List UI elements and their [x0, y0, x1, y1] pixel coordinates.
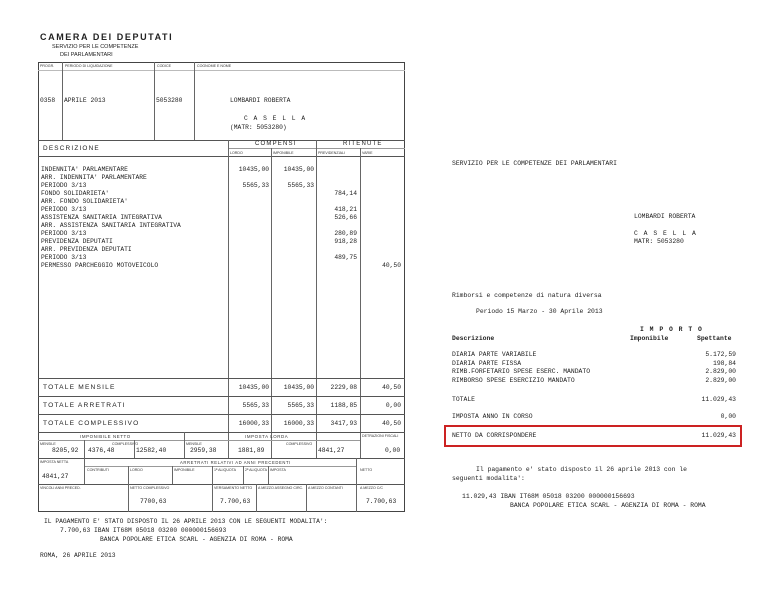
right-pagamento-1: Il pagamento e' stato disposto il 26 aprile 2013 con le — [476, 466, 687, 473]
right-item-value: 198,84 — [712, 359, 736, 367]
right-matr: MATR: 5053280 — [634, 238, 684, 245]
row-description: ARR. ASSISTENZA SANITARIA INTEGRATIVA — [41, 222, 181, 229]
label-assegno: A MEZZO ASSEGNO CIRC. — [258, 486, 304, 490]
label-vincoli: VINCOLI ANNI PRECED. — [40, 486, 81, 490]
label-prog: PROGR. — [40, 64, 55, 68]
header-descrizione: DESCRIZIONE — [43, 145, 100, 152]
v-imposta-mensile: 2959,38 — [190, 447, 217, 454]
right-netto-value: 11.029,43 — [701, 432, 736, 439]
v-cc: 7.700,63 — [366, 498, 397, 505]
v-imposta-mensile-2: 1881,89 — [238, 447, 265, 454]
right-periodo: Periodo 15 Marzo - 30 Aprile 2013 — [476, 308, 603, 315]
label-netto: NETTO — [360, 468, 373, 472]
row-description: INDENNITA' PARLAMENTARE — [41, 166, 128, 173]
right-col-descrizione: Descrizione — [452, 335, 495, 342]
value-casella: C A S E L L A — [244, 115, 307, 122]
row-previdenziali: 526,66 — [334, 214, 357, 221]
header-compensi: COMPENSI — [255, 141, 297, 147]
label-imposta-netta: IMPOSTA NETTA — [40, 460, 69, 464]
label-imposta-arr: IMPOSTA — [270, 468, 286, 472]
label-arretrati: ARRETRATI RELATIVI AD ANNI PRECEDENTI — [180, 460, 291, 465]
label-periodo: PERIODO DI LIQUIDAZIONE — [65, 64, 113, 68]
right-iban: 11.029,43 IBAN IT68M 05018 03200 000000156693 — [462, 493, 635, 500]
total-label: TOTALE ARRETRATI — [43, 402, 126, 409]
right-item-value: 2.829,00 — [705, 376, 736, 384]
label-netto-complessivo: NETTO COMPLESSIVO — [130, 486, 170, 490]
row-description: FONDO SOLIDARIETA' — [41, 190, 110, 197]
right-rimborsi: Rimborsi e competenze di natura diversa — [452, 292, 602, 299]
label-imposta-lorda: IMPOSTA LORDA — [245, 434, 289, 439]
row-imponibile: 10435,00 — [283, 166, 314, 173]
right-item-label: RIMBORSO SPESE ESERCIZIO MANDATO — [452, 376, 575, 384]
total-varie: 0,00 — [385, 402, 401, 409]
row-lordo: 10435,00 — [238, 166, 269, 173]
label-lordo-arr: LORDO — [130, 468, 143, 472]
right-item-label: DIARIA PARTE VARIABILE — [452, 351, 537, 358]
row-description: ARR. FONDO SOLIDARIETA' — [41, 198, 128, 205]
row-previdenziali: 418,21 — [334, 206, 357, 213]
left-payment-line1: IL PAGAMENTO E' STATO DISPOSTO IL 26 APRILE 2013 CON LE SEGUENTI MODALITA': — [44, 518, 328, 525]
right-col-imponibile: Imponibile — [630, 335, 669, 342]
label-cc: A MEZZO C/C — [360, 486, 383, 490]
label-versamento: VERSAMENTO NETTO — [214, 486, 253, 490]
value-codice: 5053280 — [156, 97, 183, 104]
row-description: PERIODO 3/13 — [41, 182, 87, 189]
total-previdenziali: 3417,93 — [330, 420, 357, 427]
label-aliquota-2: 2ª ALIQUOTA — [245, 468, 268, 472]
row-previdenziali: 918,28 — [334, 238, 357, 245]
total-lordo: 5565,33 — [242, 402, 269, 409]
row-description: PERMESSO PARCHEGGIO MOTOVEICOLO — [41, 262, 159, 269]
label-cognome: COGNOME E NOME — [197, 64, 232, 68]
v-complessivo: 12582,40 — [136, 447, 167, 454]
left-subtitle-1: SERVIZIO PER LE COMPETENZE — [52, 44, 139, 50]
payslip-frame — [38, 62, 405, 512]
total-imponibile: 10435,00 — [283, 384, 314, 391]
value-name: LOMBARDI ROBERTA — [230, 97, 291, 104]
total-lordo: 10435,00 — [238, 384, 269, 391]
left-subtitle-2: DEI PARLAMENTARI — [60, 52, 113, 58]
right-totale-value: 11.029,43 — [701, 396, 736, 403]
left-title: CAMERA DEI DEPUTATI — [40, 32, 174, 42]
right-item-label: RIMB.FORFETARIO SPESE ESERC. MANDATO — [452, 368, 591, 375]
label-contanti: A MEZZO CONTANTI — [308, 486, 343, 490]
right-imposta-value: 0,00 — [720, 413, 736, 420]
total-lordo: 16000,33 — [238, 420, 269, 427]
total-varie: 40,50 — [382, 384, 401, 391]
left-payment-line3: BANCA POPOLARE ETICA SCARL - AGENZIA DI ROMA - ROMA — [100, 536, 293, 543]
row-description: PERIODO 3/13 — [41, 254, 87, 261]
value-prog: 0358 — [40, 97, 56, 104]
row-description: PERIODO 3/13 — [41, 206, 87, 213]
label-complessivo-1: COMPLESSIVO — [112, 442, 139, 446]
right-totale-label: TOTALE — [452, 396, 476, 403]
value-periodo: APRILE 2013 — [64, 97, 106, 104]
right-banca: BANCA POPOLARE ETICA SCARL - AGENZIA DI ROMA - ROMA — [510, 502, 706, 509]
row-imponibile: 5565,33 — [287, 182, 314, 189]
right-netto-label: NETTO DA CORRISPONDERE — [452, 432, 537, 439]
right-pagamento-2: seguenti modalita': — [452, 475, 525, 482]
right-item-label: DIARIA PARTE FISSA — [452, 359, 522, 367]
v-complessivo-short: 4376,48 — [88, 447, 115, 454]
right-casella: C A S E L L A — [634, 230, 697, 237]
right-importo: I M P O R T O — [640, 326, 703, 333]
header-varie: VARIE — [362, 151, 373, 155]
row-description: PREVIDENZA DEPUTATI — [41, 238, 113, 245]
header-imponibile: IMPONIBILE — [273, 151, 294, 155]
total-label: TOTALE COMPLESSIVO — [43, 420, 140, 427]
right-title: SERVIZIO PER LE COMPETENZE DEI PARLAMENTARI — [452, 160, 617, 167]
v-detrazioni: 0,00 — [385, 447, 401, 454]
v-netto-complessivo: 7700,63 — [140, 498, 167, 505]
total-imponibile: 5565,33 — [287, 402, 314, 409]
right-col-spettante: Spettante — [697, 335, 732, 342]
label-imponibile-arr: IMPONIBILE — [174, 468, 195, 472]
right-name: LOMBARDI ROBERTA — [634, 213, 696, 220]
total-label: TOTALE MENSILE — [43, 384, 116, 391]
label-aliquota-1: 1ª ALIQUOTA — [214, 468, 237, 472]
right-imposta-label: IMPOSTA ANNO IN CORSO — [452, 413, 533, 420]
label-codice: CODICE — [157, 64, 171, 68]
right-item-value: 2.829,00 — [705, 368, 736, 375]
row-previdenziali: 489,75 — [334, 254, 357, 261]
label-detrazioni: DETRAZIONI FISCALI — [362, 434, 399, 438]
total-varie: 40,50 — [382, 420, 401, 427]
row-description: ARR. PREVIDENZA DEPUTATI — [41, 246, 132, 253]
label-mensile-2: MENSILE — [186, 442, 202, 446]
label-imponibile-netto: IMPONIBILE NETTO — [80, 434, 131, 439]
row-previdenziali: 784,14 — [334, 190, 357, 197]
row-description: ARR. INDENNITA' PARLAMENTARE — [41, 174, 147, 181]
total-previdenziali: 2229,08 — [330, 384, 357, 391]
label-contributi: CONTRIBUTI — [87, 468, 109, 472]
right-item-value: 5.172,59 — [705, 351, 736, 358]
header-ritenute: RITENUTE — [343, 141, 383, 147]
value-matr: (MATR: 5053280) — [230, 124, 287, 131]
row-description: ASSISTENZA SANITARIA INTEGRATIVA — [41, 214, 162, 221]
total-imponibile: 16000,33 — [283, 420, 314, 427]
label-mensile-1: MENSILE — [40, 442, 56, 446]
total-previdenziali: 1188,85 — [330, 402, 357, 409]
left-payment-date: ROMA, 26 APRILE 2013 — [40, 552, 116, 559]
header-previdenziali: PREVIDENZIALI — [318, 151, 345, 155]
label-complessivo-2: COMPLESSIVO — [286, 442, 313, 446]
row-lordo: 5565,33 — [242, 182, 269, 189]
v-imposta-netta: 4841,27 — [42, 473, 69, 480]
row-description: PERIODO 3/13 — [41, 230, 87, 237]
row-varie: 40,50 — [382, 262, 401, 269]
left-payment-line2: 7.700,63 IBAN IT68M 05018 03200 000000156693 — [60, 527, 227, 534]
v-mensile: 8205,92 — [52, 447, 79, 454]
v-versamento: 7.700,63 — [220, 498, 251, 505]
row-previdenziali: 280,89 — [334, 230, 357, 237]
header-lordo: LORDO — [230, 151, 243, 155]
v-imposta-complessivo: 4841,27 — [318, 447, 345, 454]
